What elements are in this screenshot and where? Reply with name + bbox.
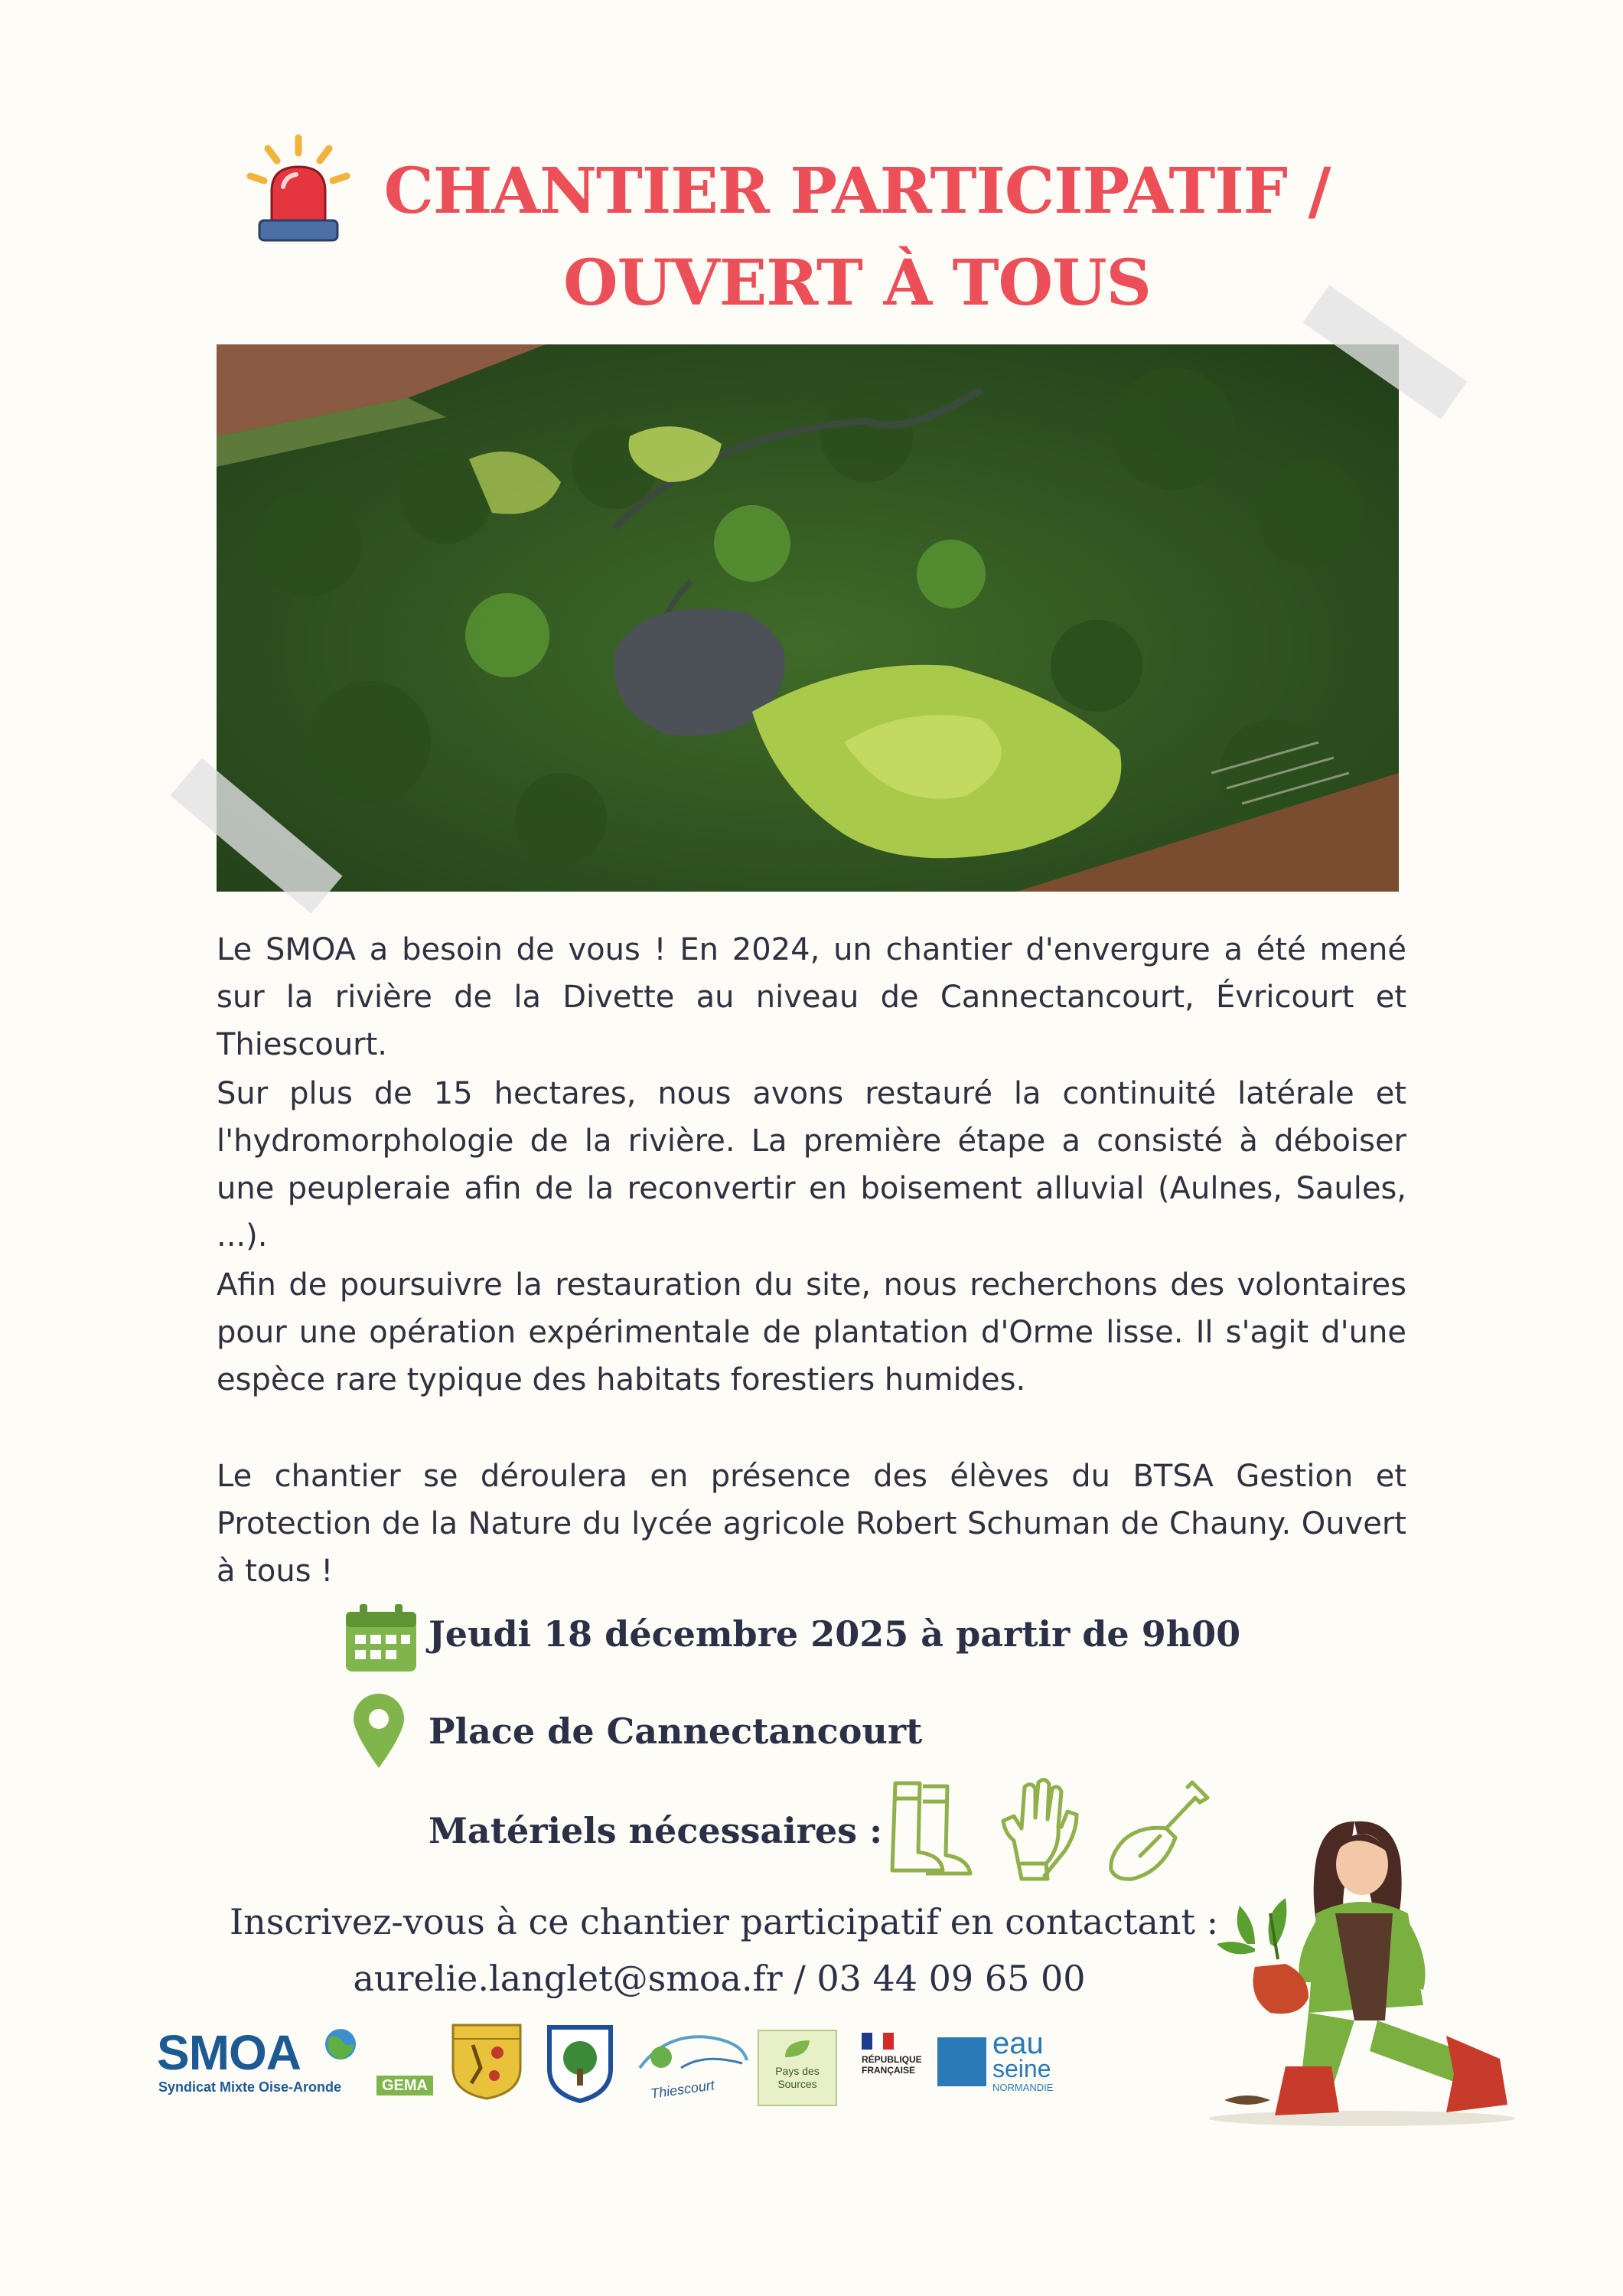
coat-of-arms-blue [545, 2024, 615, 2104]
leaf-icon [782, 2037, 813, 2060]
agence-eau-square [937, 2037, 986, 2086]
contact-line-2[interactable]: aurelie.langlet@smoa.fr / 03 44 09 65 00 [353, 1958, 1086, 1999]
paragraph-2: Sur plus de 15 hectares, nous avons restauré la continuité latérale et l'hydromorphologie de la rivière. La première étape a consisté à déboiser une peupleraie afin de la reconvertir en boisement alluvial (Aulnes, Saules, ...). [217, 1076, 1406, 1254]
republique-label: RÉPUBLIQUE FRANÇAISE [862, 2054, 922, 2076]
eau-label: eau [992, 2027, 1044, 2060]
agence-eau-logo [937, 2028, 1060, 2105]
coat-of-arms-yellow [450, 2022, 523, 2102]
pays-des-sources-logo [758, 2030, 837, 2106]
materials-label: Matériels nécessaires : [429, 1810, 883, 1851]
pays-des-sources-label: Pays des Sources [775, 2065, 820, 2090]
location-pin-icon [350, 1691, 407, 1771]
globe-icon [324, 2027, 357, 2061]
gardener-illustration [1201, 1791, 1523, 2128]
event-place: Place de Cannectancourt [429, 1711, 923, 1752]
event-date: Jeudi 18 décembre 2025 à partir de 9h00 [429, 1613, 1241, 1655]
smoa-logo [157, 2024, 379, 2108]
paragraph-3: Afin de poursuivre la restauration du site, nous recherchons des volontaires pour une opération expérimentale de plantation d'Orme lisse. Il s'agit d'une espèce rare typique des habitats forestiers humides. [217, 1267, 1406, 1397]
seine-label: seine [992, 2055, 1051, 2082]
aerial-wetland-photo [217, 344, 1399, 892]
title-line-1: CHANTIER PARTICIPATIF / [383, 155, 1331, 228]
thiescourt-label: Thiescourt [649, 2077, 715, 2102]
gloves-icon [991, 1772, 1090, 1887]
calendar-icon [343, 1601, 419, 1675]
gemapi-badge: GEMA [376, 2076, 433, 2095]
smoa-name: SMOA [157, 2025, 301, 2080]
marianne-flag-icon [862, 2033, 894, 2050]
republique-francaise-logo [857, 2030, 926, 2103]
alarm-light-icon [241, 132, 356, 254]
paragraph-4: Le chantier se déroulera en présence des élèves du BTSA Gestion et Protection de la Nature du lycée agricole Robert Schuman de Chauny. Ouvert à tous ! [217, 1459, 1406, 1589]
thiescourt-logo [635, 2030, 750, 2103]
paragraph-1: Le SMOA a besoin de vous ! En 2024, un chantier d'envergure a été mené sur la rivière de la Divette au niveau de Cannectancourt, Évricourt et Thiescourt. [217, 932, 1406, 1062]
shovel-icon [1102, 1772, 1217, 1887]
smoa-subtitle: Syndicat Mixte Oise-Aronde [158, 2079, 342, 2095]
contact-line-1: Inscrivez-vous à ce chantier participatif en contactant : [230, 1901, 1219, 1942]
title-line-2: OUVERT À TOUS [563, 246, 1151, 320]
normandie-label: NORMANDIE [992, 2082, 1054, 2093]
boots-icon [872, 1776, 979, 1883]
